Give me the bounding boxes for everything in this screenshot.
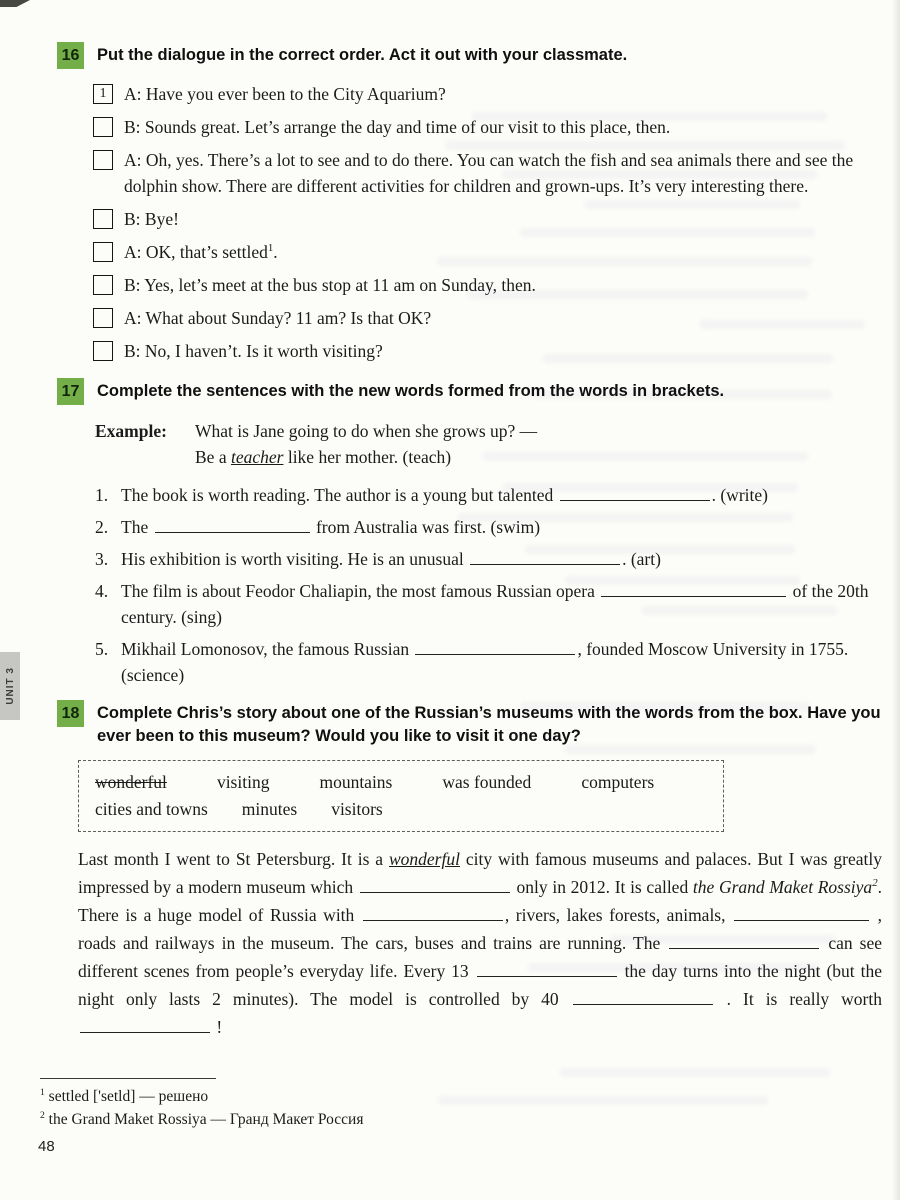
dialogue-item (93, 338, 882, 364)
dialogue-item (93, 206, 882, 232)
text-run: 2 (872, 877, 878, 890)
word-box-word[interactable]: cities and towns (95, 799, 208, 819)
dialogue-list (93, 81, 882, 364)
text-run: . (273, 242, 278, 262)
dialogue-line (124, 147, 882, 199)
text-run: Last month I went to St Petersburg. It is a (78, 849, 389, 869)
unit-tab (0, 652, 20, 720)
answer-blank[interactable] (560, 486, 710, 501)
sentence-list (95, 482, 882, 688)
answer-blank[interactable] (360, 878, 510, 893)
text-run: . (art) (622, 549, 661, 569)
text-run: What is Jane going to do when she grows up? — (195, 421, 538, 441)
footnote-divider (40, 1078, 216, 1079)
text-run: A: What about Sunday? 11 am? Is that OK? (124, 308, 432, 328)
order-checkbox[interactable] (93, 209, 113, 229)
sentence-item (95, 636, 882, 688)
dialogue-line (124, 239, 278, 265)
exercise-number-badge: 17 (57, 378, 84, 405)
dialogue-item (93, 239, 882, 265)
example-line (195, 444, 537, 470)
text-run: Be a (195, 447, 231, 467)
text-run: A: Have you ever been to the City Aquarium? (124, 84, 446, 104)
unit-tab-label: UNIT 3 (4, 667, 16, 705)
text-run: , founded Moscow University in 1755. (science) (121, 639, 849, 685)
dialogue-item (93, 147, 882, 199)
example-line (195, 418, 537, 444)
text-run: wonderful (388, 849, 460, 869)
sentence-item (95, 482, 882, 508)
exercise-title: Complete Chris’s story about one of the Russian’s museums with the words from the box. Have you ever been to this museum? Would you like to visit it one day? (97, 704, 881, 745)
word-box-row (95, 769, 707, 796)
order-checkbox[interactable]: 1 (93, 84, 113, 104)
text-run: the day turns into the night (but the night only lasts 2 minutes). The model is controlled by 40 (78, 961, 882, 1009)
exercise-16-header (57, 42, 882, 69)
dialogue-line (124, 272, 536, 298)
text-run: teacher (230, 447, 284, 467)
text-run: from Australia was first. (swim) (311, 517, 541, 537)
text-run: , roads and railways in the museum. The cars, buses and trains are running. The (78, 905, 882, 953)
footnote-list (40, 1085, 363, 1131)
word-box-word[interactable]: visiting (216, 772, 270, 792)
order-checkbox[interactable] (93, 150, 113, 170)
word-box-word[interactable]: was founded (442, 772, 532, 792)
sentence-number: 1. (95, 485, 109, 505)
text-run: can see different scenes from people’s everyday life. Every 13 (78, 933, 882, 981)
word-box-word[interactable]: minutes (241, 799, 298, 819)
dialogue-line (124, 114, 670, 140)
sentence-item (95, 546, 882, 572)
word-box-word[interactable]: computers (581, 772, 655, 792)
text-run: , rivers, lakes forests, animals, (504, 905, 733, 925)
order-checkbox[interactable] (93, 242, 113, 262)
sentence-text (121, 636, 882, 688)
text-run: . There is a huge model of Russia with (78, 877, 882, 925)
exercise-17 (57, 378, 882, 688)
text-run: B: Sounds great. Let’s arrange the day and time of our visit to this place, then. (124, 117, 671, 137)
text-run: . It is really worth (714, 989, 882, 1009)
text-run: only in 2012. It is called (511, 877, 693, 897)
example-text (195, 418, 537, 470)
text-run: B: No, I haven’t. Is it worth visiting? (124, 341, 383, 361)
answer-blank[interactable] (477, 962, 617, 977)
text-run: 1 (40, 1086, 45, 1098)
text-run: of the 20th century. (sing) (121, 581, 869, 627)
example-block (95, 418, 882, 470)
sentence-text (121, 482, 882, 508)
sentence-number: 2. (95, 517, 109, 537)
sentence-item (95, 514, 882, 540)
exercise-title: Put the dialogue in the correct order. Act it out with your classmate. (97, 46, 628, 64)
text-run: . (write) (711, 485, 768, 505)
exercise-17-header (57, 378, 882, 405)
page-number: 48 (38, 1138, 55, 1155)
dialogue-line (124, 338, 383, 364)
answer-blank[interactable] (155, 518, 310, 533)
footnote (40, 1085, 363, 1108)
answer-blank[interactable] (470, 550, 620, 565)
exercise-number-badge: 16 (57, 42, 84, 69)
answer-blank[interactable] (734, 906, 869, 921)
text-run: ! (212, 1017, 223, 1037)
text-run: Mikhail Lomonosov, the famous Russian (121, 639, 414, 659)
exercise-title: Complete the sentences with the new words formed from the words in brackets. (97, 382, 725, 400)
text-run: settled ['setld] — решено (44, 1088, 209, 1105)
dialogue-line (124, 206, 179, 232)
text-run: The book is worth reading. The author is a young but talented (121, 485, 558, 505)
text-run: B: Bye! (124, 209, 179, 229)
answer-blank[interactable] (573, 990, 713, 1005)
exercise-18 (57, 700, 882, 1041)
answer-blank[interactable] (363, 906, 503, 921)
answer-blank[interactable] (601, 582, 786, 597)
word-box-word[interactable]: mountains (319, 772, 393, 792)
dialogue-item (93, 305, 882, 331)
sentence-text (121, 514, 882, 540)
text-run: 2 (40, 1109, 45, 1121)
text-run: the Grand Maket Rossiya — Гранд Макет Россия (44, 1111, 364, 1128)
exercise-16 (57, 42, 882, 364)
exercise-18-header (57, 700, 882, 748)
order-checkbox[interactable] (93, 117, 113, 137)
text-run: A: Oh, yes. There’s a lot to see and to do there. You can watch the fish and sea animals there and see the dolphin show. There are different activities for children and grown-ups. It’s very interesting there. (124, 150, 854, 196)
order-checkbox[interactable] (93, 275, 113, 295)
example-label: Example: (95, 421, 167, 441)
sentence-number: 3. (95, 549, 109, 569)
word-box-row (95, 796, 707, 823)
answer-blank[interactable] (415, 640, 575, 655)
sentence-item (95, 578, 882, 630)
order-checkbox[interactable] (93, 341, 113, 361)
dialogue-item (93, 272, 882, 298)
dialogue-item (93, 114, 882, 140)
text-run: A: OK, that’s settled (124, 242, 268, 262)
dialogue-line (124, 81, 446, 107)
story-paragraph (78, 845, 882, 1041)
text-run: The film is about Feodor Chaliapin, the most famous Russian opera (121, 581, 600, 601)
text-run: B: Yes, let’s meet at the bus stop at 11 am on Sunday, then. (124, 275, 536, 295)
text-run: the Grand Maket Rossiya (692, 877, 873, 897)
sentence-number: 5. (95, 639, 109, 659)
answer-blank[interactable] (669, 934, 819, 949)
order-checkbox[interactable] (93, 308, 113, 328)
dialogue-line (124, 305, 431, 331)
text-run: The (121, 517, 153, 537)
text-run: His exhibition is worth visiting. He is an unusual (121, 549, 469, 569)
text-run: city with famous museums and palaces. But I was greatly impressed by a modern museum which (78, 849, 882, 897)
exercise-number-badge: 18 (57, 700, 84, 727)
sentence-text (121, 578, 882, 630)
footnotes-block (40, 1078, 363, 1131)
text-run: 1 (267, 242, 274, 255)
text-run: like her mother. (teach) (283, 447, 452, 467)
word-box-word[interactable]: wonderful (95, 772, 167, 792)
word-box-word[interactable]: visitors (331, 799, 383, 819)
answer-blank[interactable] (80, 1018, 210, 1033)
sentence-number: 4. (95, 581, 109, 601)
dialogue-item (93, 81, 882, 107)
word-box (78, 760, 724, 832)
footnote (40, 1108, 363, 1131)
sentence-text (121, 546, 882, 572)
